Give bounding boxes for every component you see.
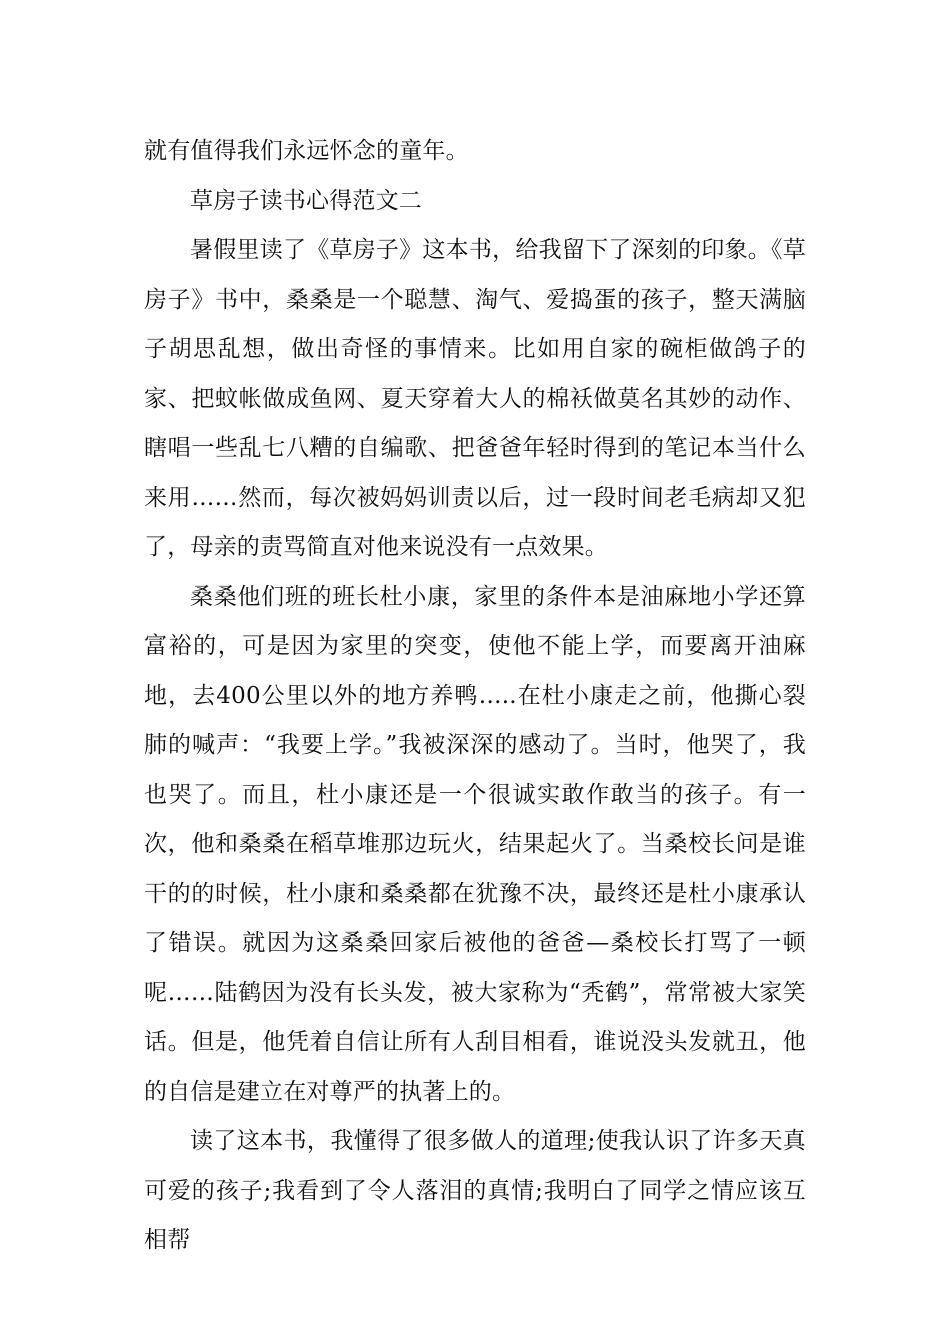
paragraph-continuation: 就有值得我们永远怀念的童年。 [144, 138, 469, 164]
paragraph-3: 读了这本书，我懂得了很多做人的道理;使我认识了许多天真可爱的孩子;我看到了令人落泪的真情;我明白了同学之情应该互相帮 [144, 1128, 806, 1253]
paragraph-2: 桑桑他们班的班长杜小康，家里的条件本是油麻地小学还算富裕的，可是因为家里的突变，使他不能上学，而要离开油麻地，去400公里以外的地方养鸭…..在杜小康走之前，他撕心裂肺的喊声：“我要上学。”我被深深的感动了。当时，他哭了，我也哭了。而且，杜小康还是一个很诚实敢作敢当的孩子。有一次，他和桑桑在稻草堆那边玩火，结果起火了。当桑校长问是谁干的的时候，杜小康和桑桑都在犹豫不决，最终还是杜小康承认了错误。就因为这桑桑回家后被他的爸爸—桑校长打骂了一顿呢……陆鹤因为没有长头发，被大家称为“秃鹤”，常常被大家笑话。但是，他凭着自信让所有人刮目相看，谁说没头发就丑，他的自信是建立在对尊严的执著上的。 [144, 583, 806, 1105]
paragraph-1: 暑假里读了《草房子》这本书，给我留下了深刻的印象。《草房子》书中，桑桑是一个聪慧、淘气、爱捣蛋的孩子，整天满脑子胡思乱想，做出奇怪的事情来。比如用自家的碗柜做鸽子的家、把蚊帐做成鱼网、夏天穿着大人的棉袄做莫名其妙的动作、瞎唱一些乱七八糟的自编歌、把爸爸年轻时得到的笔记本当什么来用……然而，每次被妈妈训责以后，过一段时间老毛病却又犯了，母亲的责骂简直对他来说没有一点效果。 [144, 237, 806, 560]
document-body [144, 127, 806, 1266]
section-heading: 草房子读书心得范文二 [190, 187, 422, 214]
